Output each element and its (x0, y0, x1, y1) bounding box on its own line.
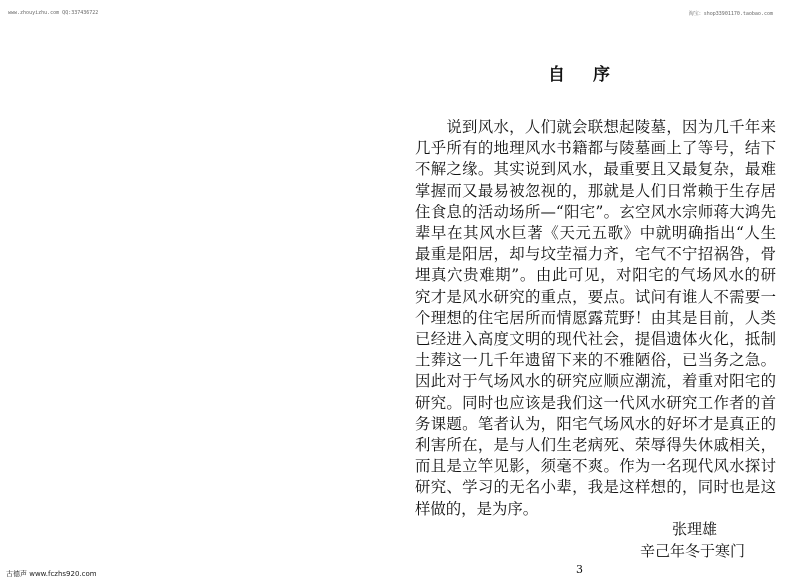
author-name: 张理雄 (672, 520, 718, 538)
preface-date: 辛己年冬于寒门 (640, 542, 746, 560)
preface-title: 自序 (548, 65, 638, 85)
page-number: 3 (576, 563, 583, 576)
header-taobao-shop: 淘宝：shop33901170.taobao.com (688, 11, 773, 17)
footer-watermark: 古德声 www.fczhs920.com (6, 570, 97, 578)
preface-body-text: 说到风水，人们就会联想起陵墓，因为几千年来几乎所有的地理风水书籍都与陵墓画上了等号，结下不解之缘。其实说到风水，最重要且又最复杂，最难掌握而又最易被忽视的，那就是人们日常赖于生存居住食息的活动场所—“阳宅”。玄空风水宗师蒋大鸿先辈早在其风水巨著《天元五歌》中就明确指出“人生最重是阳居，却与坟茔福力齐，宅气不宁招祸咎，骨埋真穴贵难期”。由此可见，对阳宅的气场风水的研究才是风水研究的重点，要点。试问有谁人不需要一个理想的住宅居所而情愿露荒野！由其是目前，人类已经进入高度文明的现代社会，提倡遗体火化，抵制土葬这一几千年遗留下来的不雅陋俗，已当务之急。因此对于气场风水的研究应顺应潮流，着重对阳宅的研究。同时也应该是我们这一代风水研究工作者的首务课题。笔者认为，阳宅气场风水的好坏才是真正的利害所在，是与人们生老病死、荣辱得失休戚相关，而且是立竿见影，须毫不爽。作为一名现代风水探讨研究、学习的无名小辈，我是这样想的，同时也是这样做的，是为序。 (415, 118, 776, 518)
header-website-qq: www.zhouyizhu.com QQ:337436722 (8, 10, 99, 16)
preface-body (415, 117, 776, 520)
